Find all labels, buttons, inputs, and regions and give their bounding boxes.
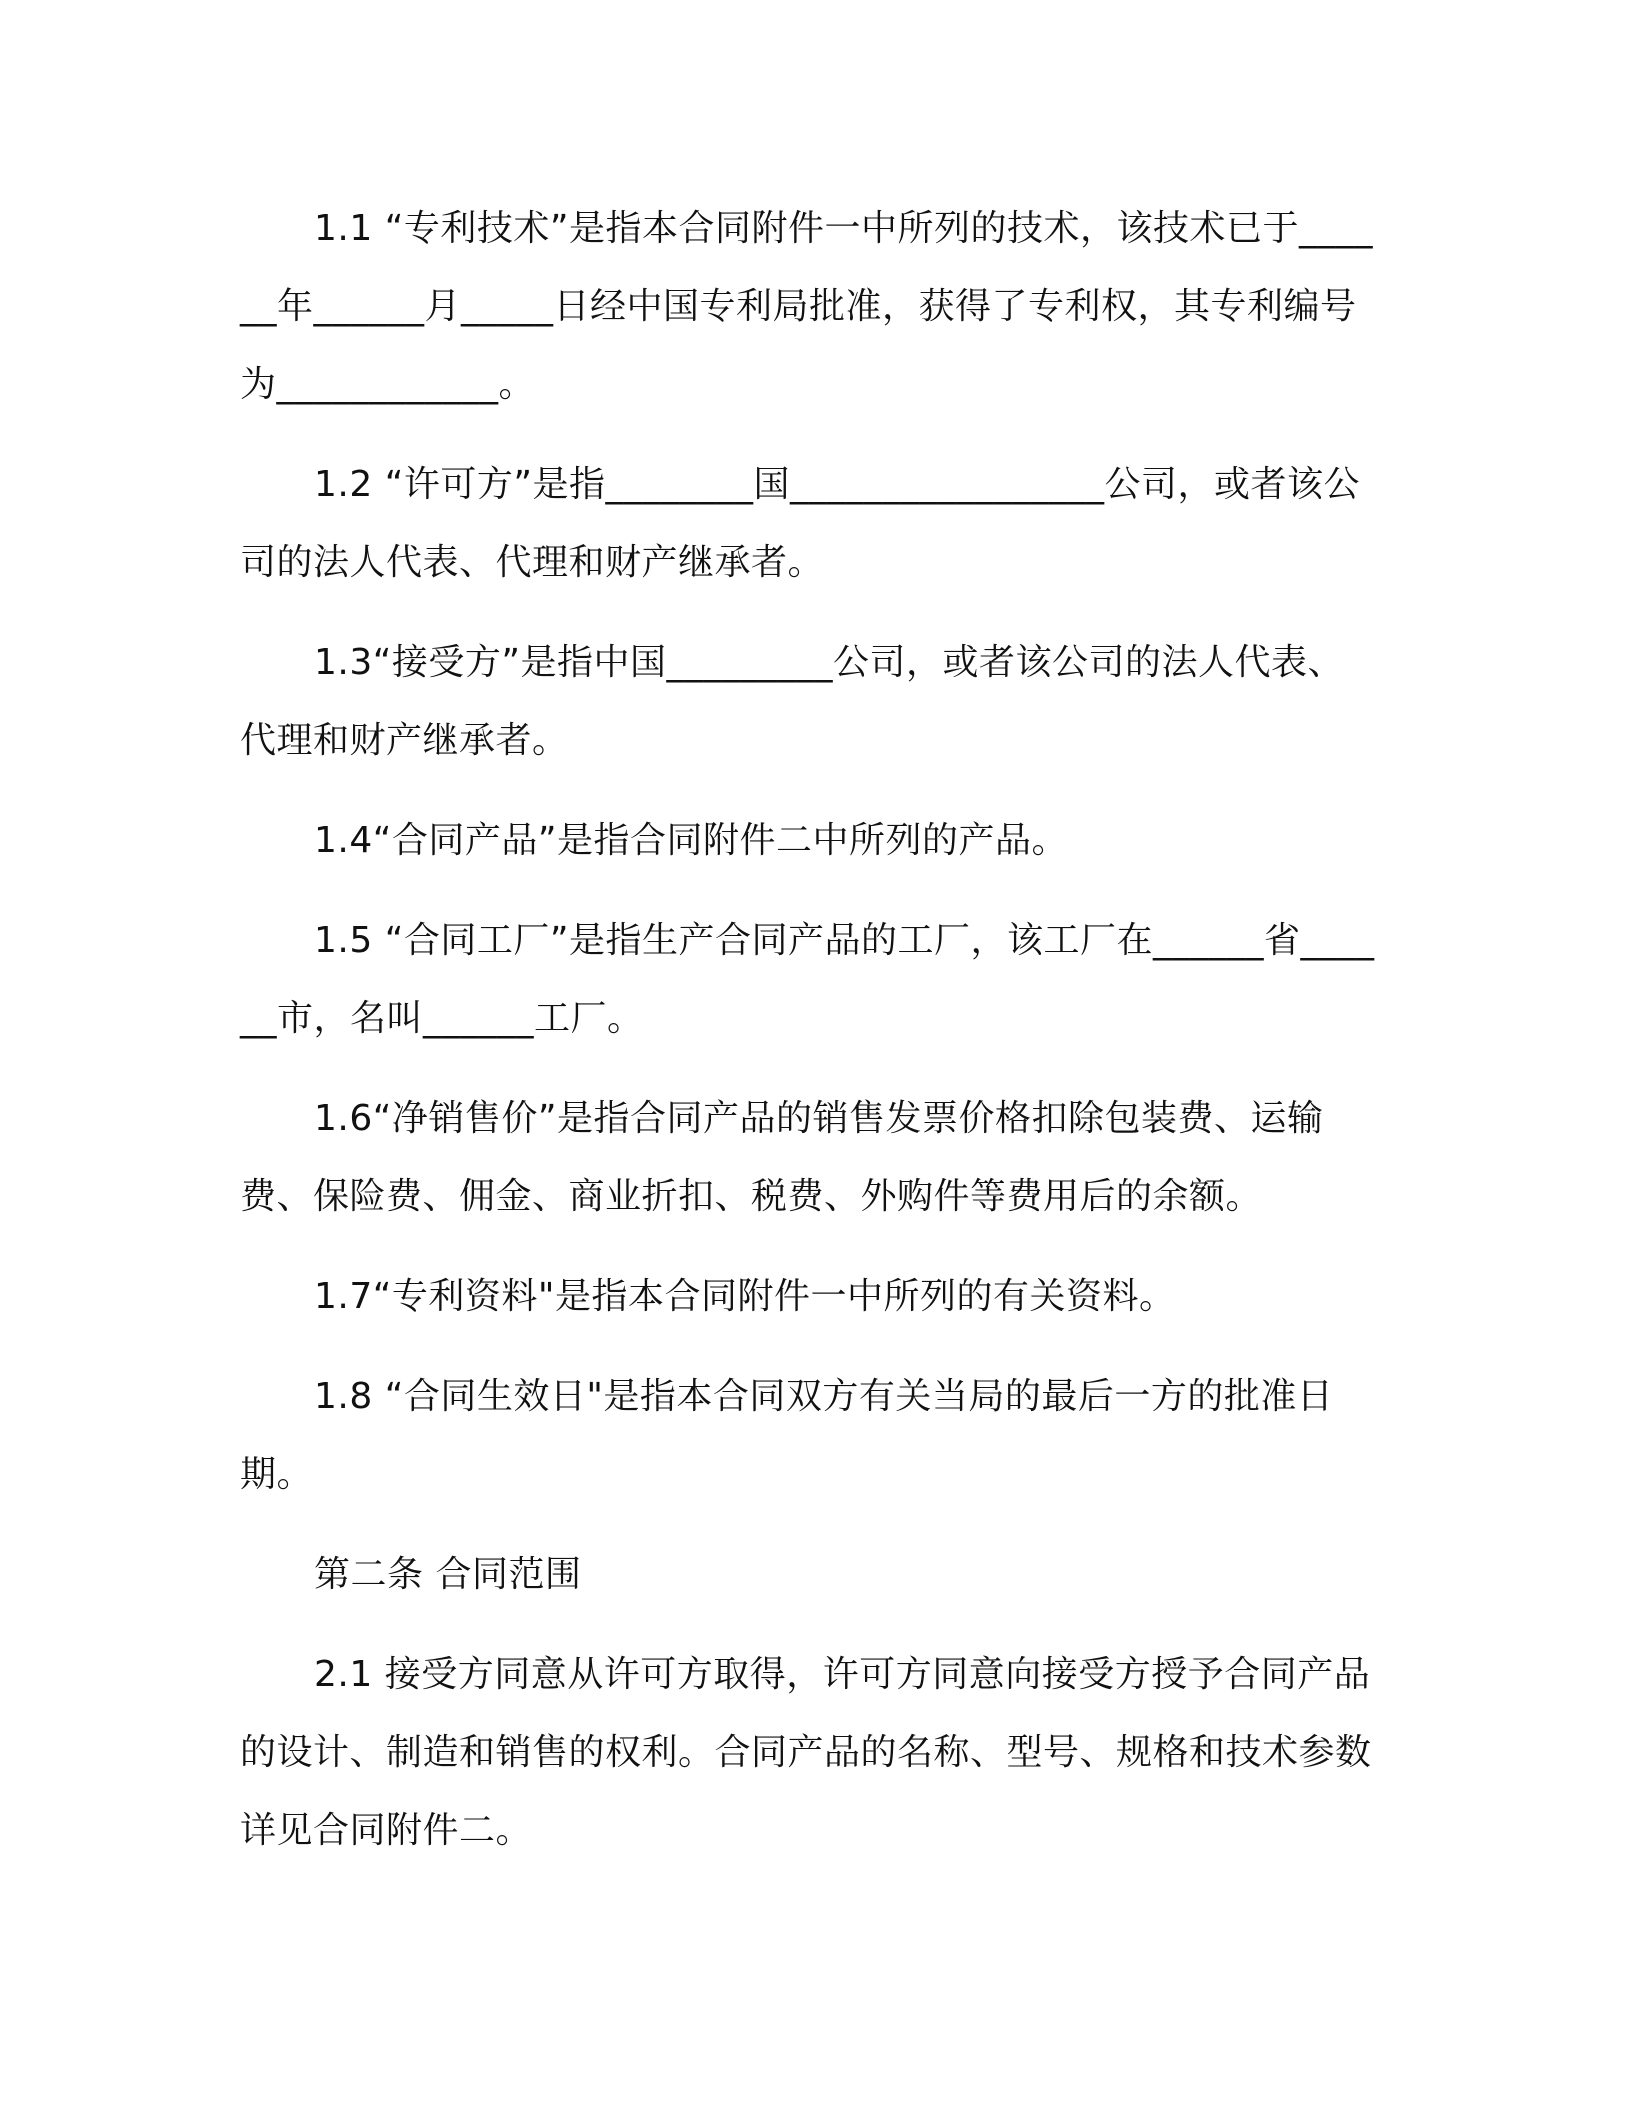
clause-1-6-net-sales-price: 1.6“净销售价”是指合同产品的销售发票价格扣除包装费、运输费、保险费、佣金、商业折扣、税费、外购件等费用后的余额。 [240,1098,1324,1217]
clause-1-1-patent-technology: 1.1 “专利技术”是指本合同附件一中所列的技术，该技术已于______年______月_____日经中国专利局批准，获得了专利权，其专利编号为____________。 [240,208,1373,405]
clause-1-5-contract-factory: 1.5 “合同工厂”是指生产合同产品的工厂，该工厂在______省______市，名叫______工厂。 [240,920,1375,1039]
clause-1-4-contract-product: 1.4“合同产品”是指合同附件二中所列的产品。 [314,820,1069,861]
document-body [240,190,1380,1892]
article-2-heading: 第二条 合同范围 [314,1554,582,1595]
clause-2-1-scope: 2.1 接受方同意从许可方取得，许可方同意向接受方授予合同产品的设计、制造和销售的权利。合同产品的名称、型号、规格和技术参数详见合同附件二。 [240,1654,1372,1851]
clause-1-2-licensor: 1.2 “许可方”是指________国_________________公司，或者该公司的法人代表、代理和财产继承者。 [240,464,1360,583]
clause-1-3-licensee: 1.3“接受方”是指中国_________公司，或者该公司的法人代表、代理和财产继承者。 [240,642,1345,761]
clause-1-8-effective-date: 1.8 “合同生效日"是指本合同双方有关当局的最后一方的批准日期。 [240,1376,1334,1495]
clause-1-7-patent-documents: 1.7“专利资料"是指本合同附件一中所列的有关资料。 [314,1276,1176,1317]
